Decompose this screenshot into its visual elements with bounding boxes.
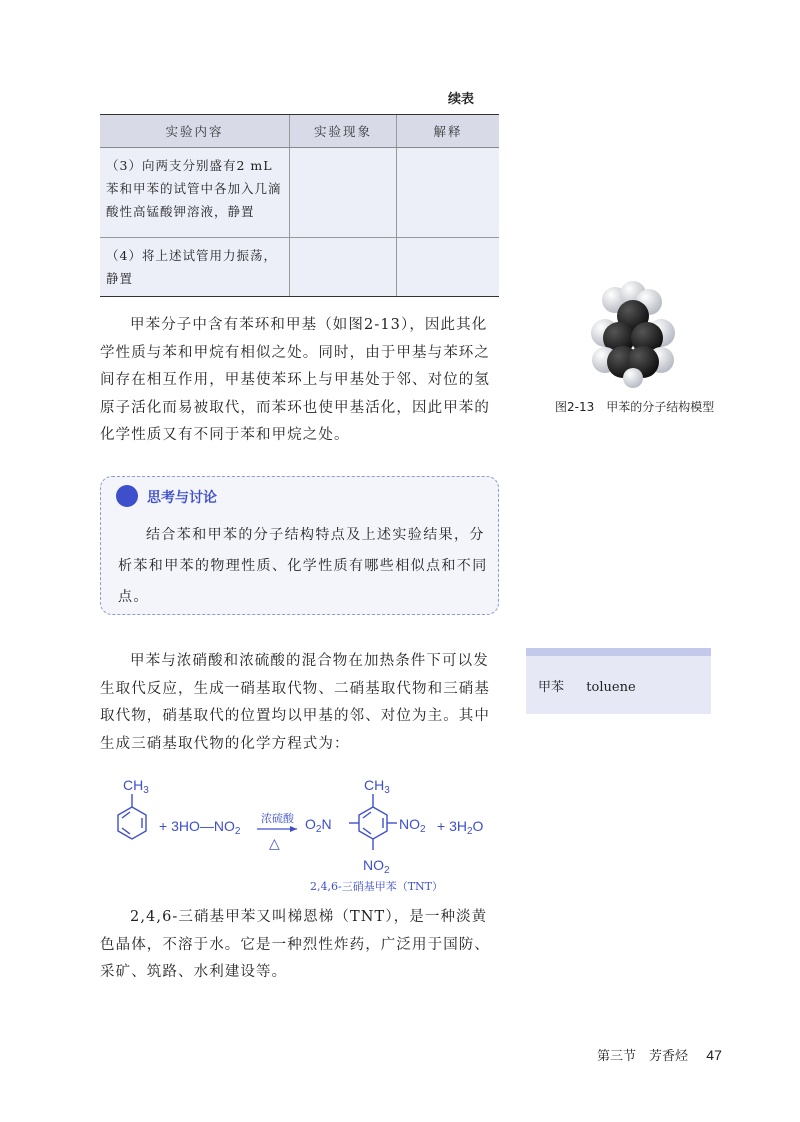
table-header: 实验内容	[100, 115, 290, 148]
catalyst-label: 浓硫酸	[261, 812, 294, 825]
product-name: 2,4,6-三硝基甲苯（TNT）	[310, 880, 444, 893]
table-cell: （4）将上述试管用力振荡，静置	[100, 238, 290, 297]
paragraph-nitration: 甲苯与浓硝酸和浓硫酸的混合物在加热条件下可以发生取代反应，生成一硝基取代物、二硝基取代物和三硝基取代物，硝基取代的位置均以甲基的邻、对位为主。其中生成三硝基取代物的化学方程式为：	[100, 653, 490, 752]
page-number: 47	[706, 1047, 722, 1063]
nitration-equation	[105, 772, 505, 880]
think-box-bullet-icon	[116, 485, 138, 507]
no2-right: $NO_2$	[399, 816, 426, 835]
paragraph-tnt: 2,4,6-三硝基甲苯又叫梯恩梯（TNT），是一种淡黄色晶体，不溶于水。它是一种烈性炸药，广泛用于国防、采矿、筑路、水利建设等。	[100, 909, 490, 980]
table-cell	[290, 238, 397, 297]
think-box-title: 思考与讨论	[147, 490, 217, 506]
svg-text:CH3: $CH_3$	[123, 777, 149, 796]
water-product: + $3H_2O$	[437, 818, 484, 837]
paragraph-toluene-properties: 甲苯分子中含有苯环和甲基（如图2-13），因此其化学性质与苯和甲烷有相似之处。同时，由于甲基与苯环之间存在相互作用，甲基使苯环上与甲基处于邻、对位的氢原子活化而易被取代，而苯环也使甲基活化，因此甲苯的化学性质又有不同于苯和甲烷之处。	[100, 317, 490, 443]
table-cell	[290, 148, 397, 238]
heat-condition: △	[269, 835, 280, 851]
table-header: 解释	[397, 115, 500, 148]
page-footer	[597, 1045, 722, 1064]
svg-text:CH3: $CH_3$	[364, 777, 390, 796]
figure-caption: 图2-13 甲苯的分子结构模型	[555, 400, 715, 414]
no2-bottom: $NO_2$	[363, 857, 390, 876]
o2n-group: $O_2N$	[305, 816, 332, 835]
table-cell: （3）向两支分别盛有2 mL苯和甲苯的试管中各加入几滴酸性高锰酸钾溶液，静置	[100, 148, 290, 238]
table-cell	[397, 238, 500, 297]
table-continued-label: 续表	[448, 92, 475, 107]
footer-section: 第三节 芳香烃	[597, 1049, 689, 1064]
tnt-structure	[349, 794, 397, 850]
think-box-text: 结合苯和甲苯的分子结构特点及上述实验结果，分析苯和甲苯的物理性质、化学性质有哪些相似点和不同点。	[118, 527, 488, 605]
toluene-model-image	[585, 278, 681, 388]
table-header: 实验现象	[290, 115, 397, 148]
reagent-text: + $3HO—NO_2$	[159, 818, 241, 837]
vocab-en: toluene	[586, 680, 636, 695]
vocab-note	[538, 676, 636, 695]
table-cell	[397, 148, 500, 238]
experiment-table	[100, 114, 499, 297]
vocab-cn: 甲苯	[538, 680, 565, 695]
toluene-structure	[118, 794, 146, 839]
